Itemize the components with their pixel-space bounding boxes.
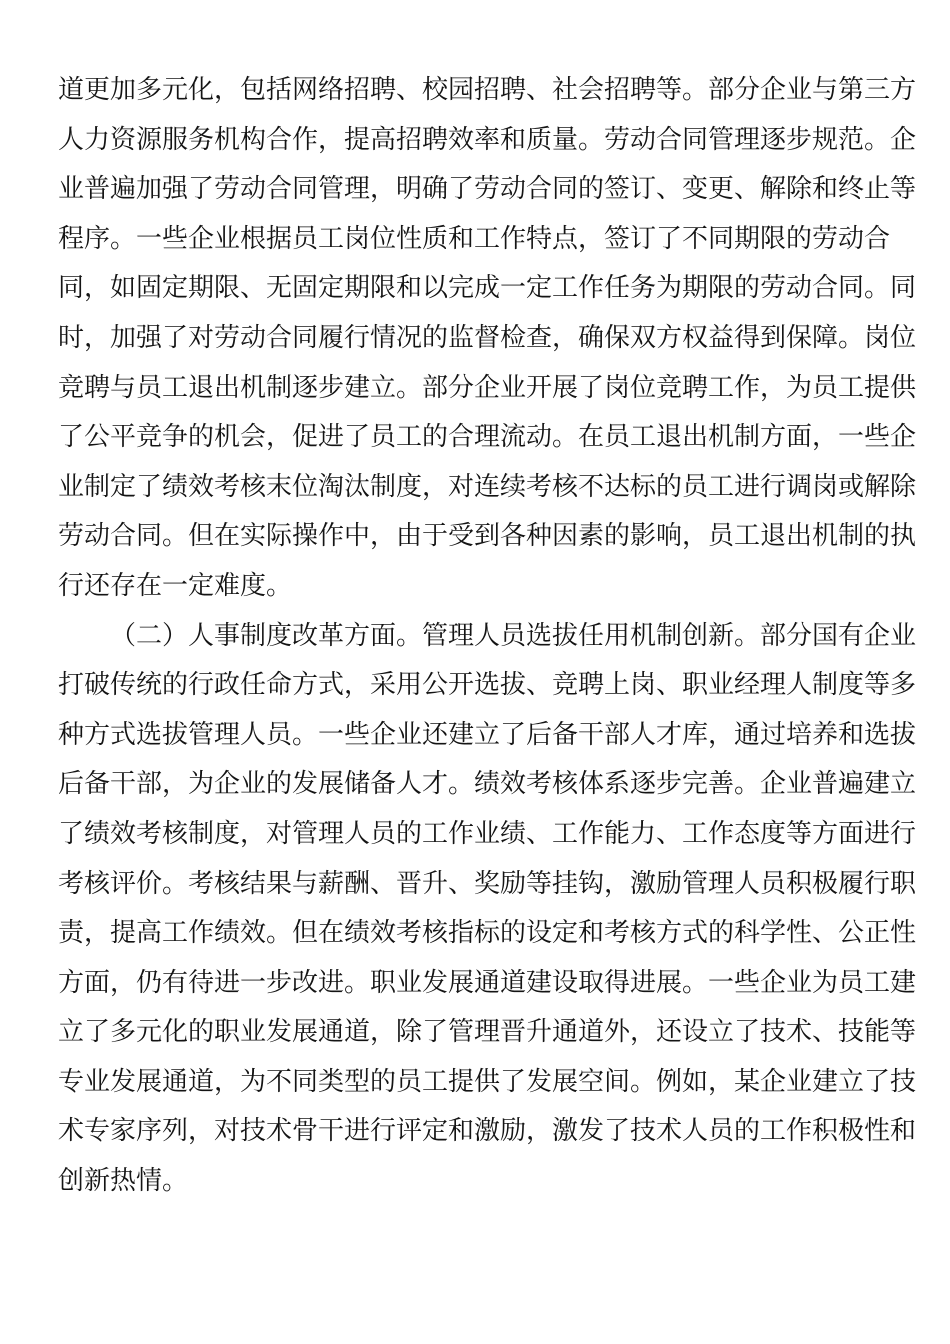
text-line: 业普遍加强了劳动合同管理，明确了劳动合同的签订、变更、解除和终止等 [58, 174, 917, 205]
text-line: 种方式选拔管理人员。一些企业还建立了后备干部人才库，通过培养和选拔 [58, 719, 917, 750]
document-body [58, 68, 917, 1209]
text-line: 人力资源服务机构合作，提高招聘效率和质量。劳动合同管理逐步规范。企 [58, 124, 917, 155]
paragraph-end-line: 创新热情。 [58, 1166, 189, 1197]
text-line: 同，如固定期限、无固定期限和以完成一定工作任务为期限的劳动合同。同 [58, 273, 917, 304]
text-line: 术专家序列，对技术骨干进行评定和激励，激发了技术人员的工作积极性和 [58, 1116, 917, 1147]
text-line: 程序。一些企业根据员工岗位性质和工作特点，签订了不同期限的劳动合 [58, 223, 891, 254]
text-line: 竞聘与员工退出机制逐步建立。部分企业开展了岗位竞聘工作，为员工提供 [58, 372, 917, 403]
text-line: 打破传统的行政任命方式，采用公开选拔、竞聘上岗、职业经理人制度等多 [58, 670, 917, 701]
text-line: 立了多元化的职业发展通道，除了管理晋升通道外，还设立了技术、技能等 [58, 1017, 917, 1048]
section-heading-line: （二）人事制度改革方面。管理人员选拔任用机制创新。部分国有企业 [110, 620, 917, 651]
text-line: 方面，仍有待进一步改进。职业发展通道建设取得进展。一些企业为员工建 [58, 967, 917, 998]
paragraph-end-line: 行还存在一定难度。 [58, 570, 293, 601]
text-line: 业制定了绩效考核末位淘汰制度，对连续考核不达标的员工进行调岗或解除 [58, 471, 917, 502]
text-line: 劳动合同。但在实际操作中，由于受到各种因素的影响，员工退出机制的执 [58, 521, 917, 552]
text-line: 考核评价。考核结果与薪酬、晋升、奖励等挂钩，激励管理人员积极履行职 [58, 868, 917, 899]
text-line: 专业发展通道，为不同类型的员工提供了发展空间。例如，某企业建立了技 [58, 1066, 917, 1097]
text-line: 了绩效考核制度，对管理人员的工作业绩、工作能力、工作态度等方面进行 [58, 818, 917, 849]
text-line: 道更加多元化，包括网络招聘、校园招聘、社会招聘等。部分企业与第三方 [58, 75, 917, 105]
text-line: 后备干部，为企业的发展储备人才。绩效考核体系逐步完善。企业普遍建立 [58, 769, 917, 800]
text-line: 时，加强了对劳动合同履行情况的监督检查，确保双方权益得到保障。岗位 [58, 322, 917, 353]
text-line: 了公平竞争的机会，促进了员工的合理流动。在员工退出机制方面，一些企 [58, 422, 917, 453]
text-line: 责，提高工作绩效。但在绩效考核指标的设定和考核方式的科学性、公正性 [58, 918, 917, 949]
